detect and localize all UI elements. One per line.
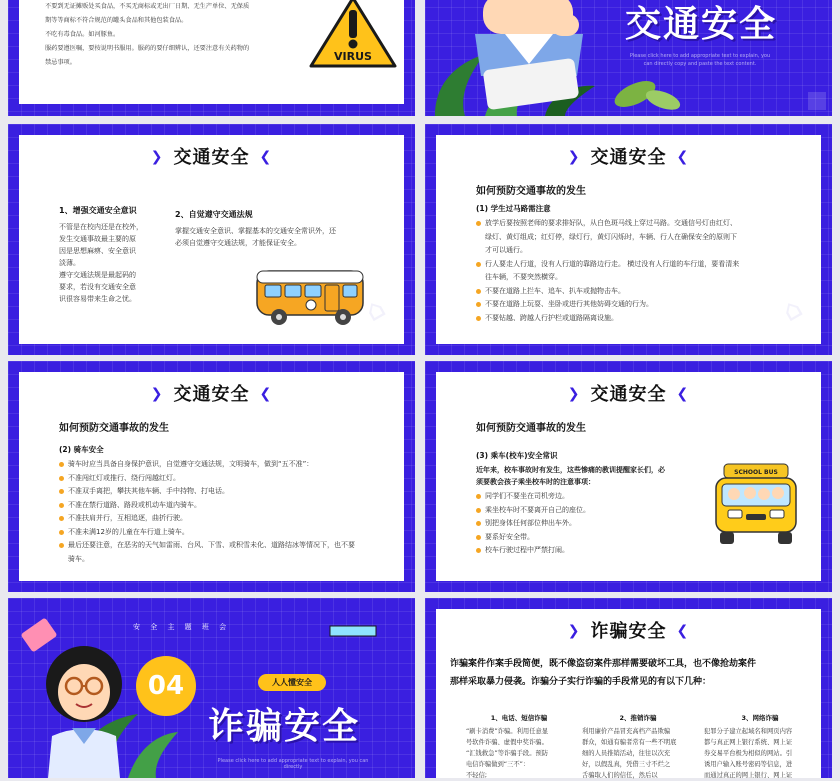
list-item: 同学们不要坐在司机旁边。 <box>476 490 696 504</box>
right-heading: 2、自觉遵守交通法规 <box>175 210 253 219</box>
slide-fraud-cover[interactable] <box>8 598 415 778</box>
list-item: 别把身体任何部位伸出车外。 <box>476 517 696 531</box>
text-line: 不管是在校内还是在校外， <box>59 223 143 231</box>
text-line: 诈骗案件作案手段简便，既不像盗窃案件那样需要破坏工具，也不像抢劫案件 <box>450 659 757 669</box>
column-heading: 1、电话、短信诈骗 <box>490 714 548 722</box>
theme-banner: 安 全 主 题 班 会 <box>133 623 231 631</box>
slide-crossing-road[interactable] <box>425 124 832 355</box>
section-subheading: (2) 骑车安全 <box>59 445 104 454</box>
ruler-icon <box>328 624 378 640</box>
slide-school-bus-safety[interactable] <box>425 361 832 592</box>
text-line: 近年来，校车事故时有发生，这些惨痛的教训提醒家长们，必 <box>476 466 665 474</box>
list-item: 乘坐校车时不要离开自己的座位。 <box>476 504 696 518</box>
chevron-right-icon: ❯ <box>567 149 581 165</box>
right-text <box>175 225 375 249</box>
slide-title <box>19 143 404 169</box>
list-item <box>476 217 806 258</box>
food-safety-text <box>45 0 295 70</box>
bullet-text-cont: 往车辆，不要突然横穿。 <box>485 273 562 281</box>
slide-title <box>436 380 821 406</box>
text-line: 识很容易带来生命之忧。 <box>59 295 136 303</box>
text-line: 犯罪分子建立起域名和网页内容 <box>704 728 793 735</box>
section-number: 04 <box>147 671 185 701</box>
section-subheading: (3) 乘车(校车)安全常识 <box>476 451 558 460</box>
column-text <box>704 726 816 781</box>
bullet-text-cont: 才可以通行。 <box>485 246 527 254</box>
list-item <box>59 539 389 566</box>
chevron-right-icon: ❯ <box>150 149 164 165</box>
text-line: “刷卡消费”诈骗。利用任意显 <box>466 728 549 735</box>
slide-card <box>19 135 404 344</box>
text-line: 发生交通事故最主要的原 <box>59 235 136 243</box>
text-line: 期等等商标不符合规范的罐头食品和其他包装食品。 <box>45 17 188 24</box>
text-line: 不吃有毒食品。如河豚鱼。 <box>45 31 120 38</box>
bullet-text: 最后还要注意，在恶劣的天气如雷雨、台风、下雪、或积雪未化、道路结冰等情况下，也不要 <box>68 541 355 549</box>
text-line: 群众，如通有骗者常有一些不明底 <box>582 739 677 746</box>
bullet-text: 行人要走人行道，没有人行道的靠路边行走。 横过没有人行道的车行道，要看清来 <box>485 259 740 268</box>
slide-card <box>19 372 404 581</box>
column-heading: 2、推销诈骗 <box>619 714 657 722</box>
list-item: 不准双手离把，攀扶其他车辆、手中持物、打电话。 <box>59 485 389 499</box>
text-line: 细的人员推销活动，往往以次充 <box>582 750 671 757</box>
fraud-column-2 <box>582 713 694 781</box>
slide-card <box>436 135 821 344</box>
chevron-right-icon: ❯ <box>150 386 164 402</box>
text-line: 都与真正网上银行系统、网上证 <box>704 739 793 746</box>
list-item: 不准未满12岁的儿童在车行道上骑车。 <box>59 526 389 540</box>
chevron-left-icon: ❮ <box>259 386 273 402</box>
chevron-right-icon: ❯ <box>567 386 581 402</box>
student-illustration-icon <box>465 0 595 116</box>
chevron-left-icon: ❮ <box>676 623 690 639</box>
slide-traffic-awareness[interactable] <box>8 124 415 355</box>
column-heading: 3、网络诈骗 <box>741 714 779 722</box>
intro-text <box>450 655 825 691</box>
school-bus-icon <box>706 460 806 550</box>
leaf-icon <box>605 66 685 116</box>
list-item: 校车行驶过程中严禁打闹。 <box>476 544 696 558</box>
bullet-text-cont: 骑车。 <box>68 554 89 563</box>
left-heading: 1、增强交通安全意识 <box>59 206 137 215</box>
slide-title <box>436 143 821 169</box>
text-line: 因是思想麻痹、安全意识 <box>59 247 136 255</box>
fraud-column-3 <box>704 713 816 781</box>
slide-title-text: 诈骗安全 <box>590 621 667 642</box>
slide-card <box>436 372 821 581</box>
section-heading: 如何预防交通事故的发生 <box>59 423 169 434</box>
bullet-text: 放学后要按照老师的要求排好队，从白色斑马线上穿过马路。交通信号灯由红灯、 <box>485 219 737 227</box>
cover-title: 交通安全 <box>625 4 778 45</box>
slide-title-text: 交通安全 <box>173 147 250 168</box>
virus-label: VIRUS <box>334 50 372 63</box>
slide-title-text: 交通安全 <box>590 147 667 168</box>
slide-title <box>436 617 821 643</box>
girl-illustration-icon <box>28 644 138 778</box>
text-line: 不要到无证摊贩处买食品，不买无商标或无出厂日期、无生产单位、无保质 <box>45 3 250 10</box>
list-item: 不要钻越、跨越人行护栏或道路隔离设施。 <box>476 312 806 326</box>
text-line: 不轻信; <box>466 772 488 779</box>
text-line: 号软件诈骗、虚假中奖诈骗。 <box>466 739 548 746</box>
text-line: 淡薄。 <box>59 259 80 267</box>
chevron-left-icon: ❮ <box>676 149 690 165</box>
corner-shape-icon <box>806 90 828 112</box>
section-number-badge <box>136 656 196 716</box>
text-line: “汇钱救急”等诈骗手段。预防 <box>466 750 549 757</box>
cover-subtitle: Please click here to add appropriate text to explain, you can directly copy and paste the text content. <box>629 53 771 67</box>
tips-list <box>476 490 696 558</box>
column-text <box>466 726 572 781</box>
text-line: 服药要遵医嘱，要按说明书服用。服药的要仔细辨认，还要注意有关药物的 <box>45 45 250 52</box>
text-line: 要求，若没有交通安全意 <box>59 283 136 291</box>
section-heading: 如何预防交通事故的发生 <box>476 186 586 197</box>
slide-food-safety[interactable] <box>8 0 415 116</box>
fraud-column-1 <box>466 713 572 781</box>
section-subheading: (1) 学生过马路需注意 <box>476 204 551 213</box>
text-line: 诱用户输入账号密码等信息，进 <box>704 761 793 768</box>
list-item: 不要在道路上玩耍、坐卧或进行其他妨碍交通的行为。 <box>476 298 806 312</box>
slide-fraud-types[interactable] <box>425 598 832 778</box>
list-item: 不准扶肩并行，互相追逐，曲折行驶。 <box>59 512 389 526</box>
chevron-right-icon: ❯ <box>567 623 581 639</box>
text-line: 好，以假乱真，凭借三寸不烂之 <box>582 761 671 768</box>
cover-footer: Please click here to add appropriate text to explain, you can directly <box>217 758 369 770</box>
slide-card <box>436 609 821 778</box>
text-line: 电信诈骗做到“三不”： <box>466 761 530 768</box>
tips-list <box>59 458 389 566</box>
text-line: 遵守交通法规是最起码的 <box>59 271 136 279</box>
text-line: 禁忌事项。 <box>45 59 76 66</box>
list-item: 不准在禁行道路、路段或机动车道内骑车。 <box>59 499 389 513</box>
section-heading: 如何预防交通事故的发生 <box>476 423 586 434</box>
cover-title: 诈骗安全 <box>208 706 361 747</box>
text-line: 而通过真正的网上银行、网上证 <box>704 772 793 779</box>
slide-title <box>19 380 404 406</box>
chevron-left-icon: ❮ <box>259 149 273 165</box>
left-text <box>59 221 169 305</box>
text-line: 券交易平台极为相似的网站。引 <box>704 750 793 757</box>
slide-traffic-cover[interactable] <box>425 0 832 116</box>
virus-warning-icon <box>307 0 399 70</box>
slide-cycling-safety[interactable] <box>8 361 415 592</box>
camper-van-icon <box>251 265 369 327</box>
text-line: 舌骗取人们的信任，然后以 <box>582 772 658 779</box>
text-line: 利用廉价产品冒充高档产品欺骗 <box>582 728 671 735</box>
text-line: 须要教会孩子乘坐校车时的注意事项： <box>476 478 595 486</box>
text-line: 必须自觉遵守交通法规，才能保证安全。 <box>175 239 301 247</box>
slide-card <box>19 0 404 104</box>
school-bus-sign: SCHOOL BUS <box>734 469 778 476</box>
list-item: 骑车时应当具备自身保护意识，自觉遵守交通法规，文明骑车，做到“五不准”： <box>59 458 389 472</box>
slide-title-text: 交通安全 <box>590 384 667 405</box>
watermark: ⌂ <box>776 290 809 329</box>
list-item: 不要在道路上拦车、追车、扒车或抛物击车。 <box>476 285 806 299</box>
list-item: 要系好安全带。 <box>476 531 696 545</box>
slide-title-text: 交通安全 <box>173 384 250 405</box>
tips-list <box>476 217 806 325</box>
list-item: 不准闯红灯或推行、绕行闯越红灯。 <box>59 472 389 486</box>
column-text <box>582 726 694 781</box>
intro-text <box>476 464 716 488</box>
tag-pill: 人人懂安全 <box>258 674 326 691</box>
watermark: ⌂ <box>359 290 392 329</box>
text-line: 那样采取暴力侵袭。诈骗分子实行诈骗的手段常见的有以下几种： <box>450 677 712 687</box>
bullet-text-cont: 绿灯、黄灯组成；红灯停，绿灯行，黄灯闪烁时，车辆、行人在确保安全的原则下 <box>485 232 737 241</box>
list-item <box>476 258 806 285</box>
text-line: 掌握交通安全意识、掌握基本的交通安全常识外，还 <box>175 227 336 235</box>
chevron-left-icon: ❮ <box>676 386 690 402</box>
